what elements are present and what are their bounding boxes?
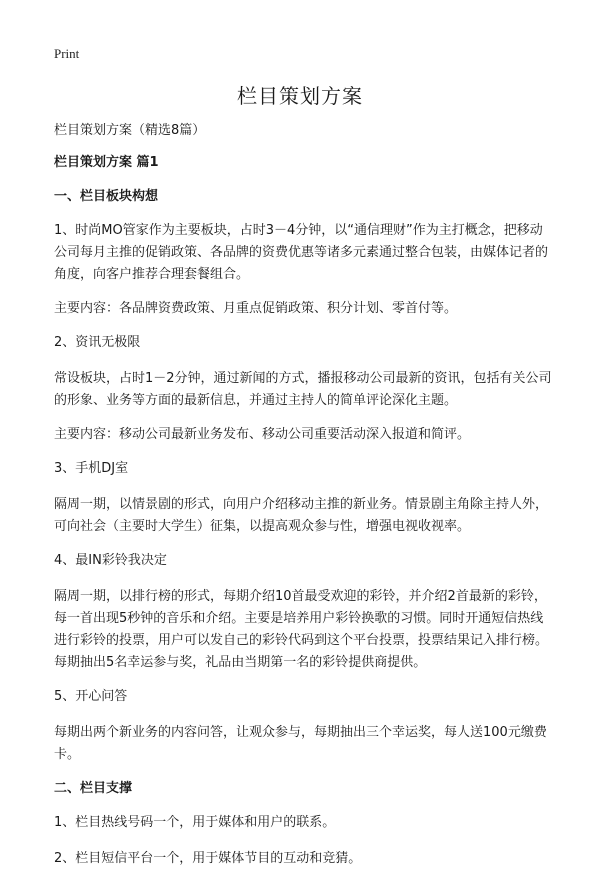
- page-title: 栏目策划方案: [237, 84, 363, 108]
- section-heading: 二、栏目支撑: [54, 781, 133, 796]
- paragraph: 常设板块，占时1－2分钟，通过新闻的方式，播报移动公司最新的资讯，包括有关公司的形象、业务等方面的最新信息，并通过主持人的简单评论深化主题。: [54, 371, 552, 408]
- article-heading: 栏目策划方案 篇1: [54, 155, 159, 170]
- paragraph: 隔周一期，以情景剧的形式，向用户介绍移动主推的新业务。情景剧主角除主持人外，可向社会（主要时大学生）征集，以提高观众参与性，增强电视收视率。: [54, 497, 549, 534]
- list-item-title: 5、开心问答: [54, 689, 128, 704]
- list-item-title: 3、手机DJ室: [54, 461, 129, 476]
- article-body: [54, 120, 554, 882]
- document-subtitle: 栏目策划方案（精选8篇）: [54, 123, 206, 138]
- list-item-title: 4、最IN彩铃我决定: [54, 553, 167, 568]
- paragraph: 1、时尚MO管家作为主要板块，占时3－4分钟，以“通信理财”作为主打概念，把移动公司每月主推的促销政策、各品牌的资费优惠等诸多元素通过整合包装，由媒体记者的角度，向客户推荐合理套餐组合。: [54, 223, 549, 282]
- section-heading: 一、栏目板块构想: [54, 189, 159, 204]
- print-link[interactable]: Print: [54, 46, 80, 61]
- paragraph: 1、栏目热线号码一个，用于媒体和用户的联系。: [54, 815, 336, 830]
- paragraph: 隔周一期，以排行榜的形式，每期介绍10首最受欢迎的彩铃，并介绍2首最新的彩铃，每一首出现5秒钟的音乐和介绍。主要是培养用户彩铃换歌的习惯。同时开通短信热线进行彩铃的投票，用户可以发自己的彩铃代码到这个平台投票，投票结果记入排行榜。每期抽出5名幸运参与奖，礼品由当期第一名的彩铃提供商提供。: [54, 589, 549, 670]
- paragraph: 每期出两个新业务的内容问答，让观众参与，每期抽出三个幸运奖，每人送100元缴费卡。: [54, 725, 547, 762]
- list-item-title: 2、资讯无极限: [54, 335, 141, 350]
- paragraph: 主要内容：移动公司最新业务发布、移动公司重要活动深入报道和简评。: [54, 427, 471, 442]
- paragraph: 2、栏目短信平台一个，用于媒体节目的互动和竞猜。: [54, 851, 362, 866]
- paragraph: 主要内容：各品牌资费政策、月重点促销政策、积分计划、零首付等。: [54, 301, 458, 316]
